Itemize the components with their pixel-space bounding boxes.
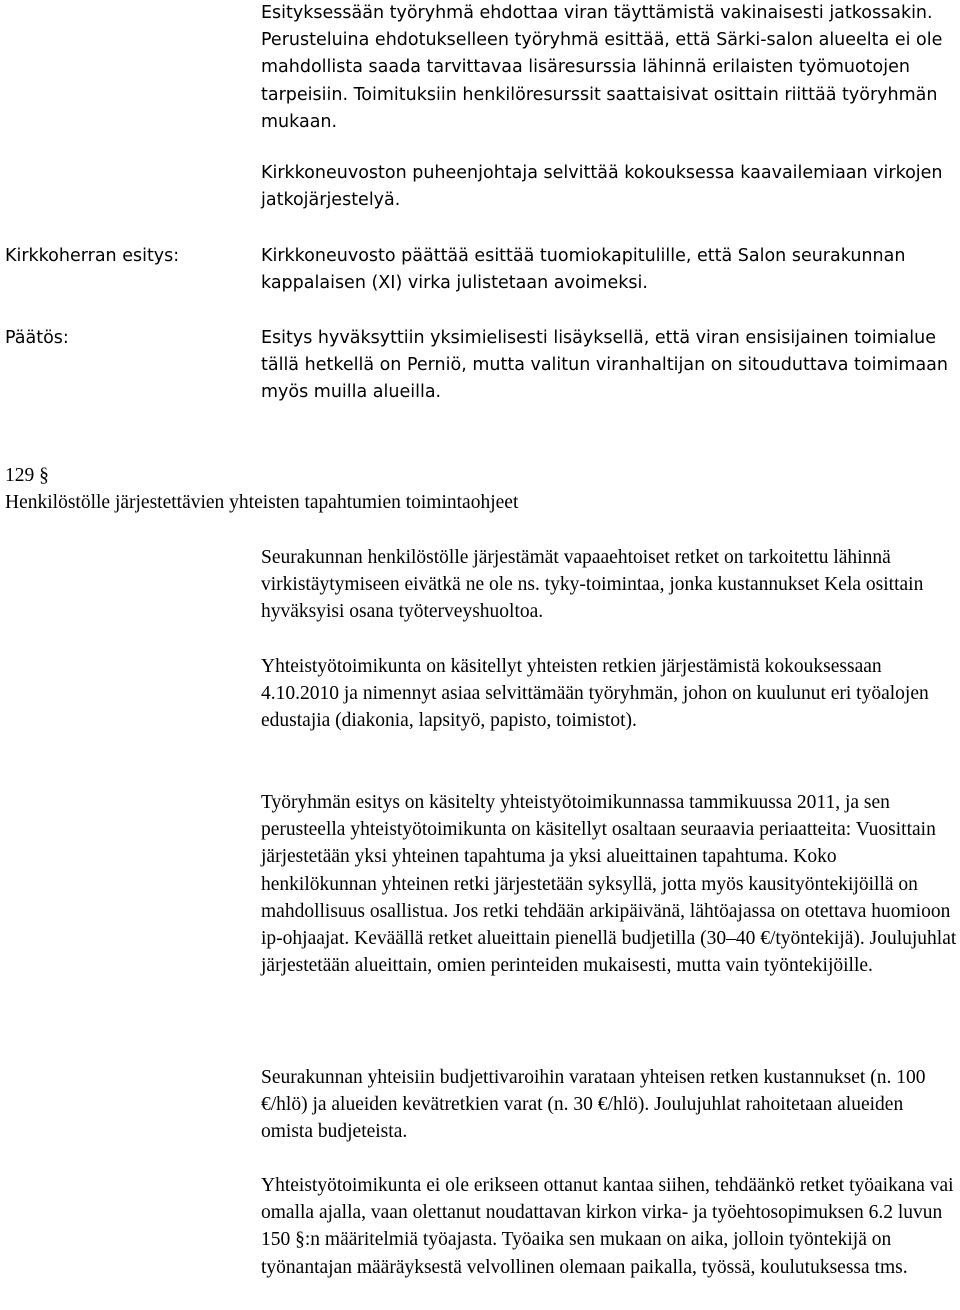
section-paragraph-5: Yhteistyötoimikunta ei ole erikseen ottanut kantaa siihen, tehdäänkö retket työaikana vai omalla ajalla, vaan olettanut noudattavan kirkon virka- ja työehtosopimuksen 6.2 luvun 150 §:n määritelmiä työajasta. Työaika sen mukaan on aika, jolloin työntekijä on työnantajan määräyksestä velvollinen olemaan paikalla, työssä, koulutuksessa tms.: [261, 1175, 954, 1278]
proposal-text: Kirkkoneuvosto päättää esittää tuomiokapitulille, että Salon seurakunnan kappalaisen (XI) virka julistetaan avoimeksi.: [261, 246, 906, 294]
decision-text: Esitys hyväksyttiin yksimielisesti lisäyksellä, että viran ensisijainen toimialue tällä hetkellä on Perniö, mutta valitun viranhaltijan on sitouduttava toimimaan myös muilla alueilla.: [261, 328, 948, 403]
proposal-label: Kirkkoherran esitys:: [5, 246, 180, 266]
intro-paragraph-1: Esityksessään työryhmä ehdottaa viran täyttämistä vakinaisesti jatkossakin. Perusteluina ehdotukselleen työryhmä esittää, että Särki-salon alueelta ei ole mahdollista saada tarvittavaa lisäresurssia lähinnä erilaisten työmuotojen tarpeisiin. Toimituksiin henkilöresurssit saattaisivat osittain riittää työryhmän mukaan.: [261, 3, 943, 132]
decision-label: Päätös:: [5, 328, 69, 348]
section-title: Henkilöstölle järjestettävien yhteisten tapahtumien toimintaohjeet: [5, 492, 519, 513]
section-paragraph-2: Yhteistyötoimikunta on käsitellyt yhteisten retkien järjestämistä kokouksessaan 4.10.2010 ja nimennyt asiaa selvittämään työryhmän, johon on kuulunut eri työalojen edustajia (diakonia, lapsityö, papisto, toimistot).: [261, 656, 929, 732]
section-number: 129 §: [5, 465, 49, 486]
section-paragraph-4: Seurakunnan yhteisiin budjettivaroihin varataan yhteisen retken kustannukset (n. 100 €/hlö) ja alueiden kevätretkien varat (n. 30 €/hlö). Joulujuhlat rahoitetaan alueiden omista budjeteista.: [261, 1067, 926, 1143]
section-paragraph-1: Seurakunnan henkilöstölle järjestämät vapaaehtoiset retket on tarkoitettu lähinnä virkistäytymiseen eivätkä ne ole ns. tyky-toimintaa, jonka kustannukset Kela osittain hyväksyisi osana työterveyshuoltoa.: [261, 547, 924, 623]
section-paragraph-3: Työryhmän esitys on käsitelty yhteistyötoimikunnassa tammikuussa 2011, ja sen perusteella yhteistyötoimikunta on käsitellyt osaltaan seuraavia periaatteita: Vuosittain järjestetään yksi yhteinen tapahtuma ja yksi alueittainen tapahtuma. Koko henkilökunnan yhteinen retki järjestetään syksyllä, jotta myös kausityöntekijöillä on mahdollisuus osallistua. Jos retki tehdään arkipäivänä, lähtöajassa on otettava huomioon ip-ohjaajat. Keväällä retket alueittain pienellä budjetilla (30–40 €/työntekijä). Joulujuhlat järjestetään alueittain, omien perinteiden mukaisesti, mutta vain työntekijöille.: [261, 792, 957, 977]
intro-paragraph-2: Kirkkoneuvoston puheenjohtaja selvittää kokouksessa kaavailemiaan virkojen jatkojärjestelyä.: [261, 163, 943, 211]
